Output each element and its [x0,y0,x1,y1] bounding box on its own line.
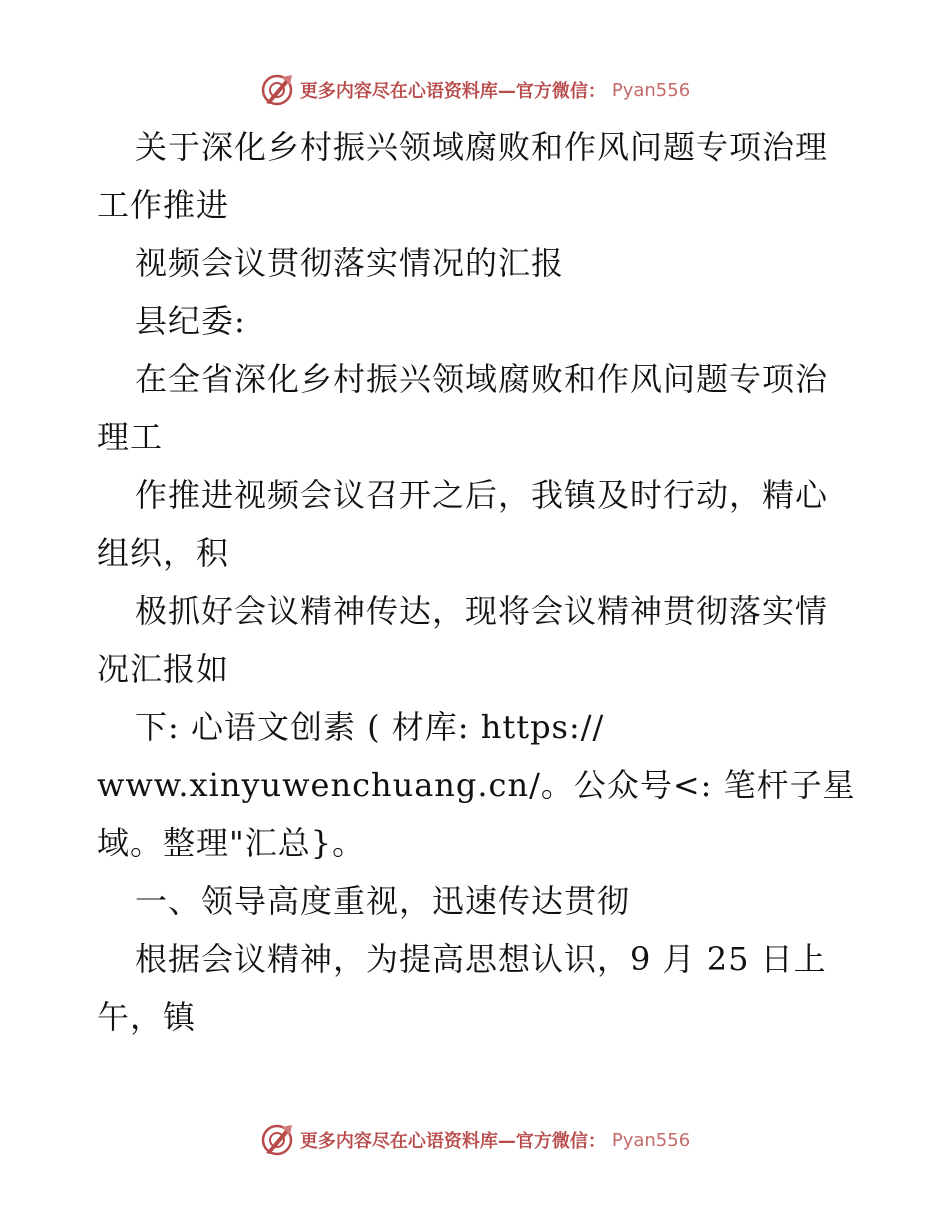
paragraph-line: 域。整理"汇总}。 [97,824,366,862]
title-line-2: 工作推进 [97,186,230,224]
header-watermark [0,70,950,110]
paragraph-line: 午，镇 [97,998,197,1036]
paragraph-line: 根据会议精神，为提高思想认识，9 月 25 日上 [135,940,827,978]
title-line-3: 视频会议贯彻落实情况的汇报 [135,244,565,282]
watermark-contact: Pyan556 [611,1129,691,1151]
quill-logo-icon [260,1123,294,1157]
watermark-contact: Pyan556 [611,79,691,101]
paragraph-line: 作推进视频会议召开之后，我镇及时行动，精心 [135,476,829,514]
paragraph-line: 理工 [97,418,164,456]
watermark-text: 更多内容尽在心语资料库—官方微信： [299,81,606,102]
paragraph-line: 况汇报如 [97,650,230,688]
paragraph-line: 组织，积 [97,534,230,572]
paragraph-line: 极抓好会议精神传达，现将会议精神贯彻落实情 [135,592,829,630]
paragraph-line: 下: 心语文创素 ( 材库: https:// [135,708,605,746]
footer-watermark [0,1120,950,1160]
watermark-text: 更多内容尽在心语资料库—官方微信： [299,1131,606,1152]
salutation: 县纪委: [135,302,246,340]
paragraph-line: 在全省深化乡村振兴领域腐败和作风问题专项治 [135,360,829,398]
section-heading: 一、领导高度重视，迅速传达贯彻 [135,882,631,920]
document-body [97,118,857,1046]
paragraph-line: www.xinyuwenchuang.cn/。公众号<: 笔杆子星 [97,766,856,804]
quill-logo-icon [260,73,294,107]
title-line-1: 关于深化乡村振兴领域腐败和作风问题专项治理 [135,128,829,166]
